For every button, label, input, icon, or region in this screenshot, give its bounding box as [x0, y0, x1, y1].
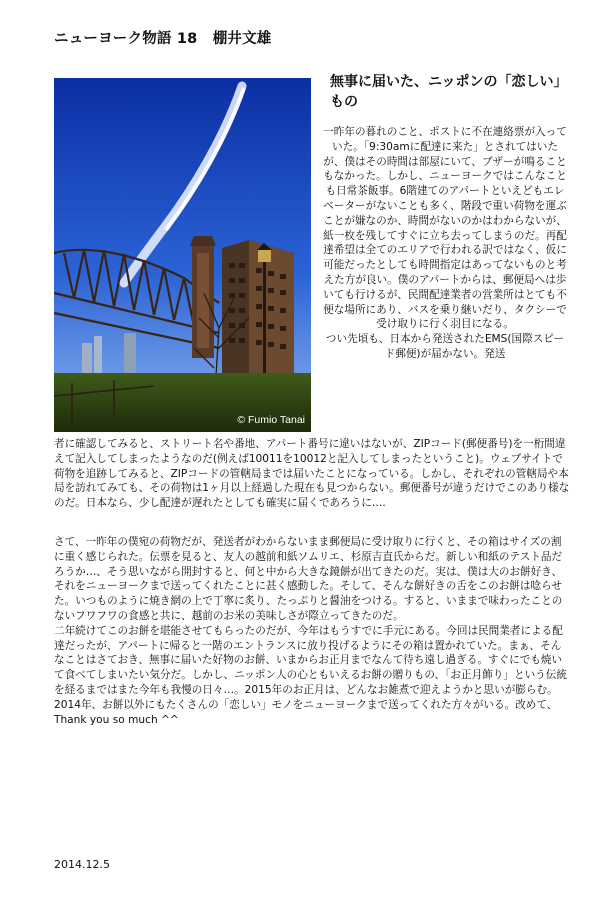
paragraph-5: 2014年、お餅以外にもたくさんの「恋しい」モノをニューヨークまで送ってくれた方々がいる。改めて、Thank you so much ^^ [54, 698, 558, 726]
article-body-text [54, 437, 570, 727]
paragraph-3: さて、一昨年の僕宛の荷物だが、発送者がわからないまま郵便局に受け取りに行くと、その箱はサイズの割に重く感じられた。伝票を見ると、友人の越前和紙ソムリエ、杉原吉直氏からだ。新しい和紙のテスト品だろうか…、そう思いながら開封すると、何と中から大きな鏡餅が出てきたのだ。実は、僕は大のお餅好き、それをニューヨークまで送ってくれたことに甚く感動した。そして、そんな餅好きの舌をこのお餅は唸らせた。いつものように焼き網の上で丁寧に炙り、たっぷりと醤油をつける。すると、いままで味わったことのないフワフワの食感と共に、越前のお米の美味しさが際立ってきたのだ。 [54, 535, 563, 622]
paragraph-1: 一昨年の暮れのこと、ポストに不在連絡票が入っていた。「9:30amに配達に来た」とされてはいたが、僕はその時間は部屋にいて、ブザーが鳴ることもなかった。しかし、ニューヨークではこんなことも日常茶飯事。6階建てのアパートといえどもエレベーターがないことも多く、階段で重い荷物を運ぶことが嫌なのか、時間がないのかはわからないが、紙一枚を残してすぐに立ち去ってしまうのだ。再配達希望は全てのエリアで行われる訳ではなく、仮に可能だったとしても時間指定はあってないものと考えた方が良い。僕のアパートからは、郵便局へは歩いても行けるが、民間配達業者の営業所はとても不便な場所にあり、バスを乗り継いだり、タクシーで受け取りに行く羽目になる。 [323, 126, 567, 331]
article-title: 無事に届いた、ニッポンの「恋しい」もの [330, 74, 568, 110]
photo-credit: © Fumio Tanai [237, 414, 305, 426]
series-title: ニューヨーク物語 18 [54, 31, 198, 47]
publication-date: 2014.12.5 [54, 858, 110, 871]
paragraph-2-start: つい先頃も、日本から発送されたEMS(国際スピード郵便)が届かない。発送 [325, 333, 565, 360]
page-header [54, 27, 282, 48]
bridge-photo-illustration [54, 78, 311, 432]
article-column-text [322, 125, 568, 362]
paragraph-4: 二年続けてこのお餅を堪能させてもらったのだが、今年はもうすでに手元にある。今回は民間業者による配達だったが、アパートに帰ると一階のエントランスに放り投げるようにその箱は置かれていた。まぁ、そんなことはさておき、無事に届いた好物のお餅、いまからお正月までなんて待ち遠し過ぎる。すぐにでも焼いて食べてしまいたい気分だ。しかし、ニッポン人の心ともいえるお餅の贈りもの、「お正月飾り」という伝統を経るまではまた今年も我慢の日々…。2015年のお正月は、どんなお雑煮で迎えようかと思いが膨らむ。 [54, 624, 567, 696]
paragraph-2-continued: 者に確認してみると、ストリート名や番地、アパート番号に違いはないが、ZIPコード(郵便番号)を一桁間違えて記入してしまったようなのだ(例えば10011を10012と記入してしまったということ)。ウェブサイトで荷物を追跡してみると、ZIPコードの管轄局までは届いたことになっている。しかし、それぞれの管轄局や本局を訪れてみても、その荷物は1ヶ月以上経過した現在も見つからない。郵便番号が違うだけでこのあり様なのだ。日本なら、少し配達が遅れたとしても確実に届くであろうに…. [54, 438, 570, 510]
author-name: 棚井文雄 [212, 31, 272, 47]
article-photo [54, 78, 311, 432]
